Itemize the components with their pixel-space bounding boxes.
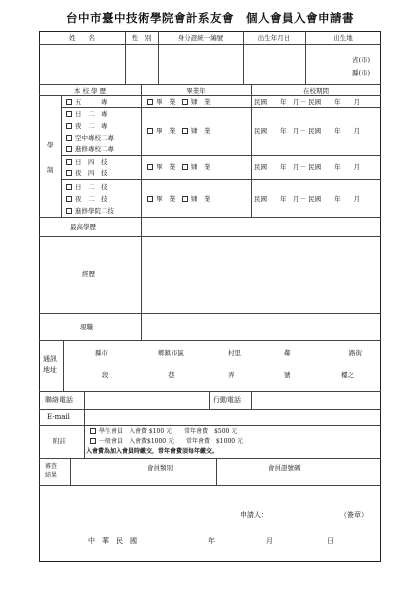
checkbox-icon <box>147 196 153 202</box>
edu-period: 民國 年 月－ 民國 年 月 <box>254 195 361 203</box>
edu-heading: 本 校 學 歷 <box>73 87 107 95</box>
checkbox-icon <box>182 99 188 105</box>
notes-rule: 入會費為加入會員時繳交，常年會費須每年繳交。 <box>86 448 219 455</box>
address-label-1: 通訊 <box>43 355 57 363</box>
address-district[interactable]: 鄉鎮市區 <box>158 349 184 357</box>
edu-option-row[interactable]: 夜 四 技 <box>66 169 108 177</box>
rule-edu-g2 <box>61 155 381 156</box>
date-roc: 中 華 民 國 <box>88 537 137 545</box>
checkbox-icon <box>147 164 153 170</box>
date-day: 日 <box>327 537 334 545</box>
rule-review <box>39 485 381 486</box>
experience-field[interactable] <box>142 237 380 312</box>
checkbox-icon <box>182 128 188 134</box>
edu-option-row[interactable]: 日 二 專 <box>66 110 108 118</box>
rule-edu-g3 <box>61 179 381 180</box>
checkbox-icon <box>182 164 188 170</box>
edu-period: 民國 年 月－ 民國 年 月 <box>254 98 361 106</box>
edu-grad-heading: 畢業年 <box>186 87 206 95</box>
member-type-label: 會員類別 <box>147 464 173 472</box>
checkbox-icon <box>90 438 96 444</box>
rule-job <box>39 340 381 341</box>
edu-option-row[interactable]: 空中專校二專 <box>66 134 114 142</box>
edu-option-row[interactable]: 進修專校二專 <box>66 145 114 153</box>
birth-date-field[interactable] <box>244 45 304 83</box>
stamp-label: （簽章） <box>340 511 368 519</box>
address-label-2: 地址 <box>43 366 57 374</box>
address-neighborhood[interactable]: 鄰 <box>284 349 291 357</box>
edu-grad-checks[interactable]: 畢 業 肄 業 <box>147 98 211 106</box>
edu-option-row[interactable]: 夜 二 技 <box>66 195 108 203</box>
checkbox-icon <box>66 99 72 105</box>
review-label-1: 審查 <box>45 463 58 470</box>
notes-general[interactable]: 一般會員 入會費$1000 元 常年會費 $1000 元 <box>90 438 243 446</box>
checkbox-icon <box>147 99 153 105</box>
birthplace-province[interactable]: 省(市) <box>352 56 371 64</box>
review-label-2: 結果 <box>45 472 58 479</box>
header-id-number: 身分證統一編號 <box>177 34 224 42</box>
checkbox-icon <box>66 135 72 141</box>
gender-field[interactable] <box>126 45 157 83</box>
edu-option-row[interactable]: 日 四 技 <box>66 158 108 166</box>
col-notes <box>84 425 85 458</box>
header-birthplace: 出生地 <box>333 34 353 42</box>
address-number[interactable]: 號 <box>284 371 291 379</box>
checkbox-icon <box>182 196 188 202</box>
edu-grad-checks[interactable]: 畢 業 肄 業 <box>147 127 211 135</box>
mobile-phone-field[interactable] <box>252 392 380 408</box>
contact-phone-field[interactable] <box>85 392 208 408</box>
highest-education-label: 最高學歷 <box>70 223 96 231</box>
col-address <box>63 340 64 391</box>
address-floor[interactable]: 樓之 <box>341 371 354 379</box>
checkbox-icon <box>66 170 72 176</box>
checkbox-icon <box>66 184 72 190</box>
checkbox-icon <box>66 111 72 117</box>
edu-option-row[interactable]: 五 專 <box>66 98 108 106</box>
checkbox-icon <box>66 159 72 165</box>
current-job-label: 現職 <box>80 323 93 331</box>
col-edu-grad <box>251 84 252 217</box>
edu-period: 民國 年 月－ 民國 年 月 <box>254 127 361 135</box>
edu-side-label-2: 制 <box>47 166 54 174</box>
rule-email <box>39 425 381 426</box>
notes-label: 附註 <box>53 437 66 445</box>
notes-student[interactable]: 學生會員 入會費 $100 元 常年會費 $500 元 <box>90 428 237 436</box>
checkbox-icon <box>66 146 72 152</box>
edu-period-heading: 在校期間 <box>303 87 329 95</box>
date-month: 月 <box>266 537 273 545</box>
edu-grad-checks[interactable]: 畢 業 肄 業 <box>147 195 211 203</box>
checkbox-icon <box>66 123 72 129</box>
applicant-signature-field[interactable] <box>275 508 335 520</box>
applicant-label: 申請人： <box>240 511 268 519</box>
date-year: 年 <box>208 537 215 545</box>
birthplace-county[interactable]: 縣(市) <box>352 69 371 77</box>
edu-grad-checks[interactable]: 畢 業 肄 業 <box>147 163 211 171</box>
address-road[interactable]: 路街 <box>349 349 362 357</box>
email-field[interactable] <box>85 410 380 424</box>
header-name: 姓 名 <box>69 34 95 42</box>
name-field[interactable] <box>40 45 124 83</box>
mobile-phone-label: 行動電話 <box>213 396 241 404</box>
checkbox-icon <box>90 428 96 434</box>
edu-period: 民國 年 月－ 民國 年 月 <box>254 163 361 171</box>
checkbox-icon <box>147 128 153 134</box>
header-birth-date: 出生年月日 <box>257 34 291 42</box>
rule-personal <box>39 84 381 85</box>
id-number-field[interactable] <box>159 45 242 83</box>
col-review-label <box>70 458 71 485</box>
col-edu-option <box>141 84 142 217</box>
checkbox-icon <box>66 208 72 214</box>
edu-option-row[interactable]: 進修學院二技 <box>66 207 114 215</box>
checkbox-icon <box>66 196 72 202</box>
header-gender: 性 別 <box>131 34 152 42</box>
edu-option-row[interactable]: 夜 二 專 <box>66 122 108 130</box>
highest-education-field[interactable] <box>142 218 380 235</box>
contact-phone-label: 聯絡電話 <box>45 396 73 404</box>
address-section[interactable]: 段 <box>102 371 109 379</box>
col-phone-mid <box>209 391 210 409</box>
address-lane[interactable]: 巷 <box>168 371 175 379</box>
rule-edu-head <box>39 95 381 96</box>
current-job-field[interactable] <box>142 314 380 339</box>
col-review-mid <box>216 458 217 485</box>
rule-notes <box>39 458 381 459</box>
edu-option-row[interactable]: 日 二 技 <box>66 183 108 191</box>
address-village[interactable]: 村里 <box>228 349 241 357</box>
member-id-label: 會員證號碼 <box>268 464 301 472</box>
col-edu-side <box>61 95 62 217</box>
edu-side-label-1: 學 <box>47 141 54 149</box>
experience-label: 經歷 <box>82 270 95 278</box>
address-county[interactable]: 縣市 <box>95 349 108 357</box>
rule-edu-g1 <box>61 107 381 108</box>
address-alley[interactable]: 弄 <box>228 371 235 379</box>
page-title: 台中市臺中技術學院會計系友會 個人會員入會申請書 <box>66 11 354 25</box>
email-label: E-mail <box>47 413 70 421</box>
